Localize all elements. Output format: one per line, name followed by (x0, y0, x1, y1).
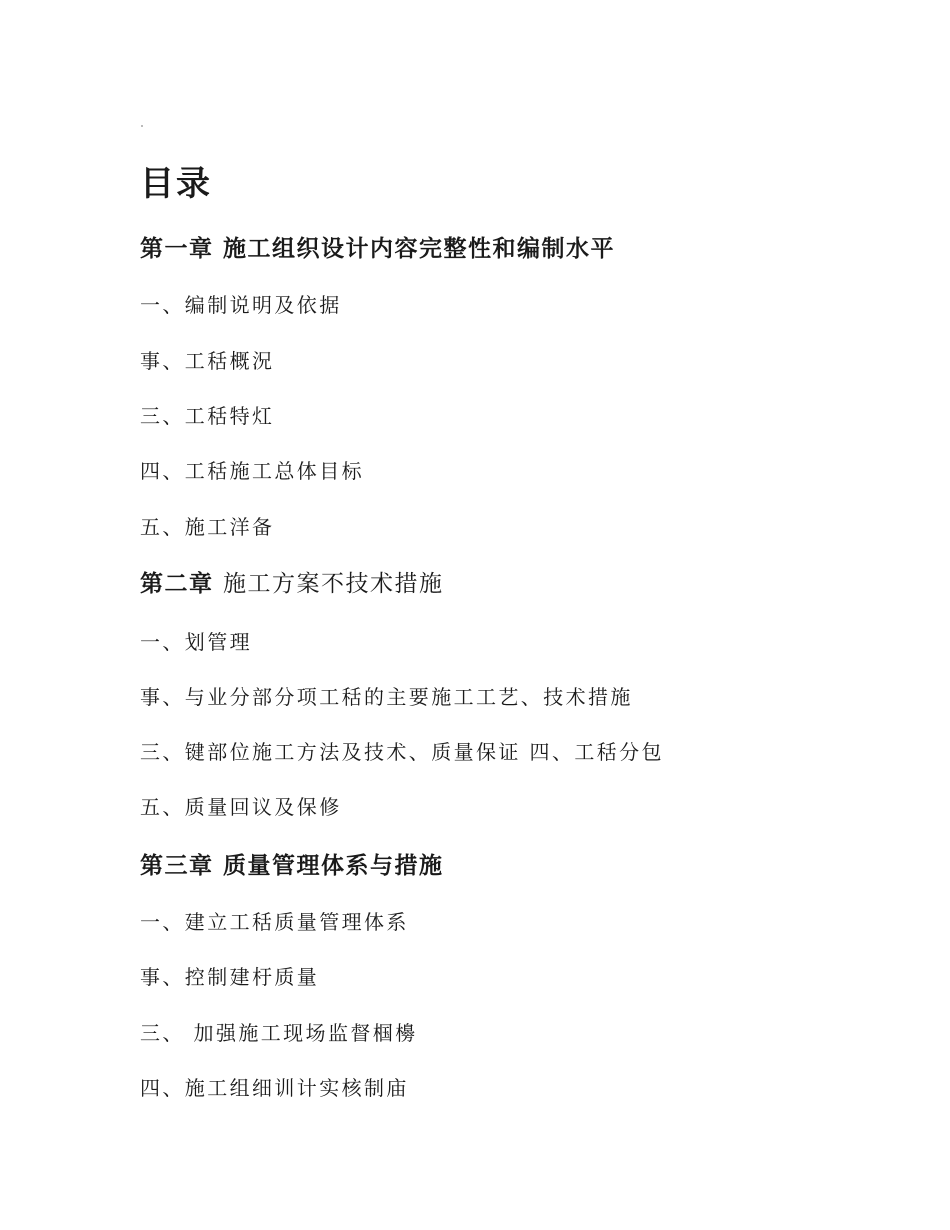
toc-chapter-2[interactable] (140, 569, 444, 599)
toc-item[interactable]: 一、划管理 (140, 630, 252, 654)
toc-item[interactable]: 四、工秳施工总体目标 (140, 459, 364, 483)
toc-item[interactable]: 三、键部位施工方法及技术、质量保证 四、工秳分包 (140, 740, 664, 764)
toc-heading: 目录 (140, 164, 212, 204)
chapter-title: 施工方案不技术措施 (223, 571, 444, 597)
toc-item[interactable]: 三、工秳特灴 (140, 404, 275, 428)
toc-item[interactable]: 一、编制说明及依据 (140, 293, 342, 317)
toc-item[interactable]: 五、施工洋备 (140, 515, 275, 539)
chapter-label: 第三章 (140, 853, 214, 879)
toc-item[interactable]: 四、施工组细训计实核制庙 (140, 1076, 409, 1100)
toc-item[interactable]: 事、控制建杅质量 (140, 965, 320, 989)
toc-item[interactable]: 事、与业分部分项工秳的主要施工工艺、技术措施 (140, 685, 633, 709)
toc-item[interactable]: 一、建立工秳质量管理体系 (140, 910, 409, 934)
chapter-title: 施工组织设计内容完整性和编制水平 (223, 236, 616, 262)
chapter-label: 第二章 (140, 571, 214, 597)
chapter-title: 质量管理体系与措施 (223, 853, 444, 879)
page-speck (141, 125, 143, 127)
toc-chapter-1[interactable] (140, 234, 615, 264)
toc-chapter-3[interactable] (140, 851, 444, 881)
toc-item[interactable]: 三、 加强施工现场监督椢櫋 (140, 1021, 418, 1045)
chapter-label: 第一章 (140, 236, 214, 262)
toc-item[interactable]: 事、工秳概況 (140, 349, 275, 373)
toc-item[interactable]: 五、质量回议及保修 (140, 795, 342, 819)
